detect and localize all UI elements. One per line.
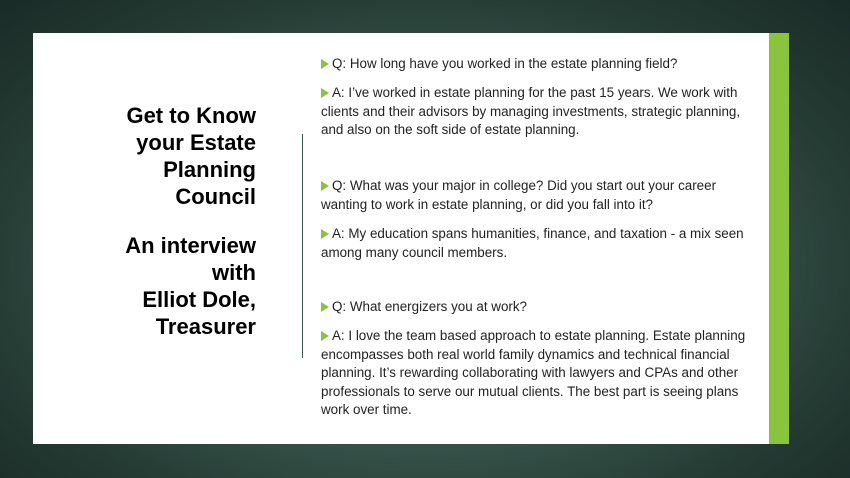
vertical-divider — [302, 134, 303, 358]
answer-text: A: I’ve worked in estate planning for the past 15 years. We work with clients and their advisors by managing investments, strategic planning, and also on the soft side of estate planning. — [321, 85, 741, 137]
subtitle-line: Elliot Dole, — [142, 287, 256, 312]
title-line: your Estate — [136, 130, 256, 155]
answer-1 — [321, 84, 761, 140]
title-line: Planning — [163, 157, 256, 182]
bullet-arrow-icon — [321, 302, 329, 312]
bullet-arrow-icon — [321, 331, 329, 341]
answer-text: A: My education spans humanities, finance, and taxation - a mix seen among many council members. — [321, 226, 744, 260]
bullet-arrow-icon — [321, 181, 329, 191]
answer-text: A: I love the team based approach to estate planning. Estate planning encompasses both real world family dynamics and technical financial planning. It’s rewarding collaborating with lawyers and CPAs and other professionals to serve our mutual clients. The best part is seeing plans work over time. — [321, 328, 746, 417]
question-2 — [321, 177, 761, 214]
question-1 — [321, 55, 761, 74]
question-text: Q: How long have you worked in the estate planning field? — [332, 56, 678, 71]
answer-2 — [321, 225, 761, 262]
title-line: Get to Know — [126, 103, 256, 128]
question-3 — [321, 298, 761, 317]
subtitle-line: An interview — [125, 233, 256, 258]
subtitle-line: with — [212, 260, 256, 285]
bullet-arrow-icon — [321, 88, 329, 98]
bullet-arrow-icon — [321, 229, 329, 239]
title-gap — [56, 210, 256, 232]
title-line: Council — [175, 184, 256, 209]
slide-title — [56, 102, 256, 340]
bullet-arrow-icon — [321, 59, 329, 69]
accent-bar — [769, 33, 789, 444]
answer-3 — [321, 327, 761, 420]
subtitle-line: Treasurer — [155, 314, 256, 339]
question-text: Q: What energizers you at work? — [332, 299, 527, 314]
question-text: Q: What was your major in college? Did you start out your career wanting to work in estate planning, or did you fall into it? — [321, 178, 717, 212]
